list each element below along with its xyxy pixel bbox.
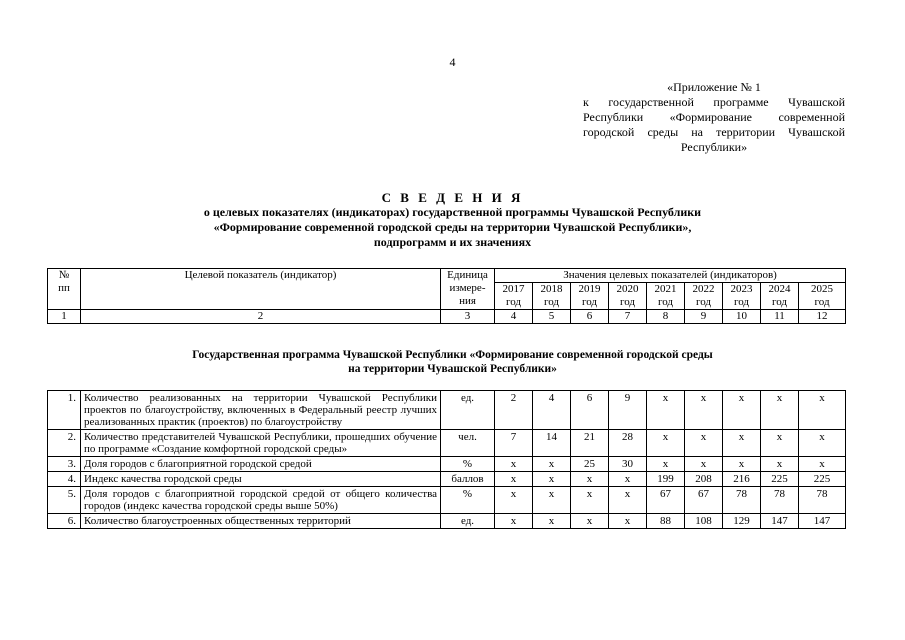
year-header xyxy=(799,283,846,310)
value-cell: x xyxy=(533,487,571,514)
col-unit-label: ния xyxy=(459,295,476,307)
year-word: год xyxy=(771,296,788,308)
value-cell: 199 xyxy=(647,472,685,487)
indicator-name: Доля городов с благоприятной городской средой xyxy=(81,457,441,472)
value-cell: 129 xyxy=(723,514,761,529)
year-label: 2018 xyxy=(540,283,563,295)
year-label: 2017 xyxy=(502,283,525,295)
col-no-label: пп xyxy=(58,282,70,294)
value-cell: x xyxy=(761,430,799,457)
year-label: 2019 xyxy=(578,283,601,295)
year-header xyxy=(495,283,533,310)
value-cell: 147 xyxy=(761,514,799,529)
value-cell: x xyxy=(609,487,647,514)
year-header xyxy=(609,283,647,310)
document-title xyxy=(0,190,905,250)
column-number: 5 xyxy=(533,310,571,324)
value-cell: 21 xyxy=(571,430,609,457)
col-indicator-header: Целевой показатель (индикатор) xyxy=(81,269,441,310)
document-title-line: о целевых показателях (индикаторах) государственной программы Чувашской Республики xyxy=(203,205,702,219)
indicators-table-header xyxy=(47,268,846,324)
value-cell: 216 xyxy=(723,472,761,487)
value-cell: x xyxy=(723,457,761,472)
table-row xyxy=(48,472,846,487)
column-number: 9 xyxy=(685,310,723,324)
value-cell: x xyxy=(685,457,723,472)
row-number: 2. xyxy=(48,430,81,457)
value-cell: 30 xyxy=(609,457,647,472)
value-cell: 67 xyxy=(647,487,685,514)
values-group-header: Значения целевых показателей (индикаторов) xyxy=(495,269,846,283)
value-cell: x xyxy=(723,430,761,457)
value-cell: 9 xyxy=(609,391,647,430)
value-cell: x xyxy=(685,391,723,430)
year-label: 2020 xyxy=(616,283,639,295)
row-number: 1. xyxy=(48,391,81,430)
value-cell: x xyxy=(571,472,609,487)
value-cell: 225 xyxy=(761,472,799,487)
col-no-header xyxy=(48,269,81,310)
value-cell: x xyxy=(609,472,647,487)
year-word: год xyxy=(619,296,636,308)
indicator-name: Доля городов с благоприятной городской средой от общего количества городов (индекс качества городской среды выше 50%) xyxy=(81,487,441,514)
year-label: 2021 xyxy=(654,283,677,295)
year-word: год xyxy=(695,296,712,308)
value-cell: 208 xyxy=(685,472,723,487)
year-word: год xyxy=(581,296,598,308)
unit-cell: ед. xyxy=(441,391,495,430)
col-unit-label: измере- xyxy=(449,282,486,294)
unit-cell: чел. xyxy=(441,430,495,457)
value-cell: x xyxy=(533,457,571,472)
table-row xyxy=(48,487,846,514)
value-cell: 7 xyxy=(495,430,533,457)
indicator-name: Количество реализованных на территории Чувашской Республики проектов по благоустройству, включенных в Федеральный реестр лучших реализованных практик (проектов) по благоустройству xyxy=(81,391,441,430)
col-no-label: № xyxy=(58,269,70,281)
row-number: 4. xyxy=(48,472,81,487)
value-cell: x xyxy=(647,391,685,430)
unit-cell: % xyxy=(441,487,495,514)
document-title-line: «Формирование современной городской среды на территории Чувашской Республики», xyxy=(213,220,692,234)
year-label: 2025 xyxy=(811,283,834,295)
column-number: 6 xyxy=(571,310,609,324)
value-cell: x xyxy=(609,514,647,529)
column-number: 12 xyxy=(799,310,846,324)
table-row xyxy=(48,391,846,430)
value-cell: x xyxy=(571,487,609,514)
value-cell: x xyxy=(799,391,846,430)
unit-cell: % xyxy=(441,457,495,472)
year-word: год xyxy=(733,296,750,308)
value-cell: 2 xyxy=(495,391,533,430)
value-cell: 28 xyxy=(609,430,647,457)
value-cell: x xyxy=(685,430,723,457)
table-row xyxy=(48,514,846,529)
column-number: 4 xyxy=(495,310,533,324)
column-number: 1 xyxy=(48,310,81,324)
indicators-table-body xyxy=(47,390,846,529)
table-row xyxy=(48,430,846,457)
row-number: 3. xyxy=(48,457,81,472)
value-cell: 6 xyxy=(571,391,609,430)
value-cell: 147 xyxy=(799,514,846,529)
year-header xyxy=(685,283,723,310)
document-heading: С В Е Д Е Н И Я xyxy=(381,190,524,205)
year-word: год xyxy=(505,296,522,308)
column-number: 3 xyxy=(441,310,495,324)
column-number: 2 xyxy=(81,310,441,324)
year-word: год xyxy=(814,296,830,308)
value-cell: 14 xyxy=(533,430,571,457)
appendix-line: «Приложение № 1 xyxy=(667,80,761,94)
year-header xyxy=(571,283,609,310)
row-number: 6. xyxy=(48,514,81,529)
page-number: 4 xyxy=(449,55,456,69)
value-cell: x xyxy=(723,391,761,430)
value-cell: x xyxy=(495,472,533,487)
indicator-name: Количество благоустроенных общественных территорий xyxy=(81,514,441,529)
value-cell: 78 xyxy=(723,487,761,514)
value-cell: 88 xyxy=(647,514,685,529)
year-word: год xyxy=(657,296,674,308)
value-cell: x xyxy=(761,391,799,430)
value-cell: x xyxy=(571,514,609,529)
header-row-1 xyxy=(48,269,846,283)
value-cell: 225 xyxy=(799,472,846,487)
section-title-line: на территории Чувашской Республики» xyxy=(348,363,557,375)
year-label: 2023 xyxy=(730,283,753,295)
document-title-line: подпрограмм и их значениях xyxy=(373,235,532,249)
value-cell: 108 xyxy=(685,514,723,529)
value-cell: x xyxy=(799,430,846,457)
row-number: 5. xyxy=(48,487,81,514)
table-row xyxy=(48,457,846,472)
value-cell: x xyxy=(761,457,799,472)
appendix-line: Республики «Формирование современной xyxy=(583,110,845,124)
unit-cell: ед. xyxy=(441,514,495,529)
section-title-line: Государственная программа Чувашской Республики «Формирование современной городской среды xyxy=(192,349,713,361)
year-label: 2022 xyxy=(692,283,715,295)
appendix-line: Республики» xyxy=(680,140,748,154)
value-cell: x xyxy=(495,514,533,529)
indicator-name: Индекс качества городской среды xyxy=(81,472,441,487)
value-cell: 78 xyxy=(799,487,846,514)
year-header xyxy=(761,283,799,310)
column-number: 8 xyxy=(647,310,685,324)
value-cell: 4 xyxy=(533,391,571,430)
column-number: 10 xyxy=(723,310,761,324)
year-header xyxy=(723,283,761,310)
value-cell: x xyxy=(495,487,533,514)
value-cell: x xyxy=(533,514,571,529)
value-cell: x xyxy=(495,457,533,472)
unit-cell: баллов xyxy=(441,472,495,487)
indicator-name: Количество представителей Чувашской Республики, прошедших обучение по программе «Создание комфортной городской среды» xyxy=(81,430,441,457)
col-unit-label: Единица xyxy=(447,269,488,281)
value-cell: x xyxy=(533,472,571,487)
value-cell: 67 xyxy=(685,487,723,514)
year-word: год xyxy=(543,296,560,308)
appendix-note xyxy=(583,80,845,155)
appendix-line: к государственной программе Чувашской xyxy=(583,95,845,109)
section-title xyxy=(0,348,905,376)
year-label: 2024 xyxy=(768,283,791,295)
value-cell: 25 xyxy=(571,457,609,472)
year-header xyxy=(533,283,571,310)
year-header xyxy=(647,283,685,310)
column-number: 11 xyxy=(761,310,799,324)
value-cell: 78 xyxy=(761,487,799,514)
appendix-line: городской среды на территории Чувашской xyxy=(583,125,845,139)
value-cell: x xyxy=(799,457,846,472)
col-unit-header xyxy=(441,269,495,310)
value-cell: x xyxy=(647,430,685,457)
value-cell: x xyxy=(647,457,685,472)
column-number-row xyxy=(48,310,846,324)
column-number: 7 xyxy=(609,310,647,324)
